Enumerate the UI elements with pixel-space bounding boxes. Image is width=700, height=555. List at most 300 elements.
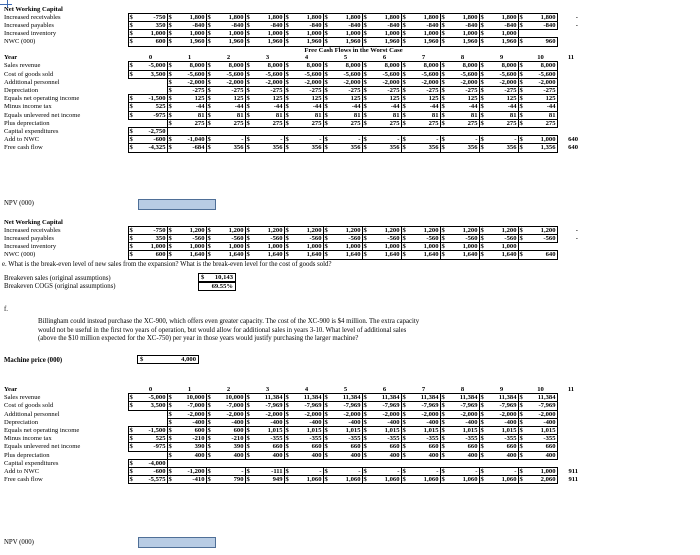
- value-cell[interactable]: 400: [329, 451, 362, 459]
- value-cell[interactable]: -111: [251, 468, 284, 476]
- value-cell[interactable]: 1,200: [290, 226, 323, 234]
- value-cell[interactable]: 3,500: [134, 402, 167, 410]
- value-cell[interactable]: -5,600: [446, 70, 479, 78]
- machine-price-value[interactable]: $ 4,000: [137, 355, 199, 364]
- value-cell[interactable]: [368, 128, 401, 136]
- value-cell[interactable]: 911: [568, 476, 578, 484]
- value-cell[interactable]: 275: [524, 119, 557, 127]
- value-cell[interactable]: -2,000: [524, 410, 557, 418]
- value-cell[interactable]: [563, 62, 579, 70]
- value-cell[interactable]: [251, 459, 284, 467]
- value-cell[interactable]: 660: [485, 443, 518, 451]
- value-cell[interactable]: 1,000: [173, 30, 206, 38]
- value-cell[interactable]: -5,600: [407, 70, 440, 78]
- value-cell[interactable]: -560: [212, 234, 245, 242]
- value-cell[interactable]: -210: [212, 435, 245, 443]
- value-cell[interactable]: 1,640: [407, 251, 440, 259]
- value-cell[interactable]: -355: [368, 435, 401, 443]
- value-cell[interactable]: [134, 119, 167, 127]
- value-cell[interactable]: -560: [290, 234, 323, 242]
- value-cell[interactable]: -2,000: [368, 78, 401, 86]
- value-cell[interactable]: 11,384: [485, 394, 518, 402]
- value-cell[interactable]: [563, 435, 579, 443]
- value-cell[interactable]: [446, 459, 479, 467]
- value-cell[interactable]: -: [446, 468, 479, 476]
- value-cell[interactable]: 8,000: [329, 62, 362, 70]
- value-cell[interactable]: [563, 427, 579, 435]
- value-cell[interactable]: -5,000: [134, 62, 167, 70]
- value-cell[interactable]: 11,384: [251, 394, 284, 402]
- value-cell[interactable]: 1,960: [212, 38, 245, 46]
- value-cell[interactable]: -2,000: [407, 78, 440, 86]
- value-cell[interactable]: 1,000: [446, 243, 479, 251]
- value-cell[interactable]: 1,800: [173, 13, 206, 21]
- value-cell[interactable]: [563, 70, 579, 78]
- value-cell[interactable]: 1,060: [407, 476, 440, 484]
- value-cell[interactable]: 10,000: [173, 394, 206, 402]
- value-cell[interactable]: 350: [134, 234, 167, 242]
- value-cell[interactable]: -: [485, 136, 518, 144]
- value-cell[interactable]: -2,000: [485, 410, 518, 418]
- value-cell[interactable]: 1,000: [407, 243, 440, 251]
- value-cell[interactable]: -: [575, 13, 578, 21]
- value-cell[interactable]: 400: [290, 451, 323, 459]
- value-cell[interactable]: -5,600: [173, 70, 206, 78]
- value-cell[interactable]: 81: [524, 111, 557, 119]
- value-cell[interactable]: -400: [212, 418, 245, 426]
- value-cell[interactable]: -2,000: [251, 78, 284, 86]
- value-cell[interactable]: [563, 418, 579, 426]
- value-cell[interactable]: 11,384: [290, 394, 323, 402]
- value-cell[interactable]: 356: [446, 144, 479, 152]
- value-cell[interactable]: [329, 128, 362, 136]
- value-cell[interactable]: -840: [524, 21, 557, 29]
- value-cell[interactable]: -840: [212, 21, 245, 29]
- value-cell[interactable]: 11,384: [524, 394, 557, 402]
- value-cell[interactable]: 911: [568, 468, 578, 476]
- value-cell[interactable]: -7,969: [446, 402, 479, 410]
- value-cell[interactable]: 1,960: [173, 38, 206, 46]
- value-cell[interactable]: [368, 459, 401, 467]
- value-cell[interactable]: 81: [212, 111, 245, 119]
- value-cell[interactable]: -5,600: [212, 70, 245, 78]
- value-cell[interactable]: 1,200: [251, 226, 284, 234]
- value-cell[interactable]: 1,200: [524, 226, 557, 234]
- value-cell[interactable]: -355: [446, 435, 479, 443]
- value-cell[interactable]: 1,000: [368, 30, 401, 38]
- value-cell[interactable]: 1,640: [368, 251, 401, 259]
- value-cell[interactable]: -2,000: [212, 410, 245, 418]
- value-cell[interactable]: -: [446, 136, 479, 144]
- value-cell[interactable]: 1,015: [446, 427, 479, 435]
- value-cell[interactable]: 1,000: [134, 243, 167, 251]
- value-cell[interactable]: 275: [251, 119, 284, 127]
- value-cell[interactable]: 1,000: [524, 468, 557, 476]
- value-cell[interactable]: -275: [290, 87, 323, 95]
- value-cell[interactable]: 525: [134, 103, 167, 111]
- value-cell[interactable]: [563, 459, 579, 467]
- value-cell[interactable]: -560: [368, 234, 401, 242]
- value-cell[interactable]: 1,000: [290, 243, 323, 251]
- value-cell[interactable]: -44: [329, 103, 362, 111]
- value-cell[interactable]: -400: [173, 418, 206, 426]
- value-cell[interactable]: -975: [134, 443, 167, 451]
- value-cell[interactable]: 600: [134, 38, 167, 46]
- value-cell[interactable]: 275: [173, 119, 206, 127]
- value-cell[interactable]: -275: [368, 87, 401, 95]
- value-cell[interactable]: 400: [446, 451, 479, 459]
- value-cell[interactable]: 1,000: [368, 243, 401, 251]
- value-cell[interactable]: -2,000: [446, 410, 479, 418]
- value-cell[interactable]: -5,600: [485, 70, 518, 78]
- value-cell[interactable]: 11,384: [329, 394, 362, 402]
- value-cell[interactable]: 1,640: [485, 251, 518, 259]
- value-cell[interactable]: -2,000: [251, 410, 284, 418]
- value-cell[interactable]: 640: [568, 144, 578, 152]
- value-cell[interactable]: 400: [251, 451, 284, 459]
- value-cell[interactable]: -5,000: [134, 394, 167, 402]
- value-cell[interactable]: 1,960: [407, 38, 440, 46]
- value-cell[interactable]: -400: [290, 418, 323, 426]
- value-cell[interactable]: 400: [368, 451, 401, 459]
- value-cell[interactable]: -400: [368, 418, 401, 426]
- value-cell[interactable]: 1,000: [251, 243, 284, 251]
- value-cell[interactable]: [212, 459, 245, 467]
- value-cell[interactable]: 1,960: [329, 38, 362, 46]
- value-cell[interactable]: -7,969: [329, 402, 362, 410]
- value-cell[interactable]: -600: [134, 136, 167, 144]
- value-cell[interactable]: -2,000: [485, 78, 518, 86]
- value-cell[interactable]: 1,000: [329, 243, 362, 251]
- value-cell[interactable]: 356: [212, 144, 245, 152]
- value-cell[interactable]: [173, 128, 206, 136]
- value-cell[interactable]: [563, 402, 579, 410]
- breakeven-sales-value[interactable]: $ 10,143: [198, 273, 236, 282]
- value-cell[interactable]: 81: [251, 111, 284, 119]
- value-cell[interactable]: -7,000: [173, 402, 206, 410]
- value-cell[interactable]: [134, 78, 167, 86]
- value-cell[interactable]: -840: [329, 21, 362, 29]
- value-cell[interactable]: 1,200: [407, 226, 440, 234]
- value-cell[interactable]: -2,750: [134, 128, 167, 136]
- value-cell[interactable]: [563, 251, 579, 259]
- value-cell[interactable]: -1,040: [173, 136, 206, 144]
- value-cell[interactable]: -44: [485, 103, 518, 111]
- value-cell[interactable]: 1,000: [485, 243, 518, 251]
- value-cell[interactable]: 1,800: [407, 13, 440, 21]
- value-cell[interactable]: -2,000: [173, 78, 206, 86]
- value-cell[interactable]: [563, 410, 579, 418]
- value-cell[interactable]: 1,000: [329, 30, 362, 38]
- value-cell[interactable]: [485, 128, 518, 136]
- value-cell[interactable]: -560: [173, 234, 206, 242]
- value-cell[interactable]: -4,000: [134, 459, 167, 467]
- value-cell[interactable]: 400: [407, 451, 440, 459]
- value-cell[interactable]: [524, 30, 557, 38]
- value-cell[interactable]: 125: [173, 95, 206, 103]
- value-cell[interactable]: -560: [485, 234, 518, 242]
- value-cell[interactable]: -5,600: [368, 70, 401, 78]
- value-cell[interactable]: -840: [368, 21, 401, 29]
- value-cell[interactable]: -840: [446, 21, 479, 29]
- value-cell[interactable]: 660: [446, 443, 479, 451]
- value-cell[interactable]: 356: [368, 144, 401, 152]
- value-cell[interactable]: 275: [212, 119, 245, 127]
- value-cell[interactable]: -210: [173, 435, 206, 443]
- value-cell[interactable]: 356: [485, 144, 518, 152]
- value-cell[interactable]: -560: [329, 234, 362, 242]
- value-cell[interactable]: 125: [524, 95, 557, 103]
- value-cell[interactable]: 660: [407, 443, 440, 451]
- value-cell[interactable]: 1,200: [485, 226, 518, 234]
- value-cell[interactable]: 1,800: [446, 13, 479, 21]
- value-cell[interactable]: -7,969: [524, 402, 557, 410]
- value-cell[interactable]: 2,060: [524, 476, 557, 484]
- value-cell[interactable]: 1,640: [446, 251, 479, 259]
- value-cell[interactable]: -275: [485, 87, 518, 95]
- value-cell[interactable]: 400: [524, 451, 557, 459]
- value-cell[interactable]: [134, 87, 167, 95]
- value-cell[interactable]: 1,000: [524, 136, 557, 144]
- value-cell[interactable]: -400: [329, 418, 362, 426]
- value-cell[interactable]: 1,060: [368, 476, 401, 484]
- value-cell[interactable]: -275: [251, 87, 284, 95]
- value-cell[interactable]: -355: [251, 435, 284, 443]
- value-cell[interactable]: 81: [407, 111, 440, 119]
- value-cell[interactable]: 8,000: [251, 62, 284, 70]
- value-cell[interactable]: -560: [446, 234, 479, 242]
- value-cell[interactable]: -: [329, 136, 362, 144]
- value-cell[interactable]: 400: [485, 451, 518, 459]
- value-cell[interactable]: [563, 394, 579, 402]
- value-cell[interactable]: 1,640: [329, 251, 362, 259]
- value-cell[interactable]: [329, 459, 362, 467]
- value-cell[interactable]: -: [407, 468, 440, 476]
- value-cell[interactable]: -: [368, 136, 401, 144]
- value-cell[interactable]: 390: [173, 443, 206, 451]
- value-cell[interactable]: -: [485, 468, 518, 476]
- value-cell[interactable]: -2,000: [290, 78, 323, 86]
- value-cell[interactable]: [563, 451, 579, 459]
- value-cell[interactable]: [290, 459, 323, 467]
- value-cell[interactable]: -355: [329, 435, 362, 443]
- value-cell[interactable]: -840: [251, 21, 284, 29]
- value-cell[interactable]: -: [290, 468, 323, 476]
- value-cell[interactable]: 81: [368, 111, 401, 119]
- value-cell[interactable]: 275: [485, 119, 518, 127]
- value-cell[interactable]: 1,000: [446, 30, 479, 38]
- value-cell[interactable]: 125: [329, 95, 362, 103]
- value-cell[interactable]: 640: [524, 251, 557, 259]
- value-cell[interactable]: [290, 128, 323, 136]
- value-cell[interactable]: -5,600: [329, 70, 362, 78]
- value-cell[interactable]: 1,000: [134, 30, 167, 38]
- value-cell[interactable]: 275: [329, 119, 362, 127]
- value-cell[interactable]: 1,000: [251, 30, 284, 38]
- value-cell[interactable]: 1,060: [329, 476, 362, 484]
- value-cell[interactable]: 1,000: [212, 243, 245, 251]
- value-cell[interactable]: 660: [368, 443, 401, 451]
- value-cell[interactable]: 356: [329, 144, 362, 152]
- value-cell[interactable]: 1,000: [485, 30, 518, 38]
- value-cell[interactable]: 1,000: [290, 30, 323, 38]
- value-cell[interactable]: -750: [134, 13, 167, 21]
- value-cell[interactable]: 525: [134, 435, 167, 443]
- value-cell[interactable]: 1,015: [407, 427, 440, 435]
- value-cell[interactable]: -355: [524, 435, 557, 443]
- value-cell[interactable]: -560: [251, 234, 284, 242]
- value-cell[interactable]: -840: [407, 21, 440, 29]
- value-cell[interactable]: -400: [485, 418, 518, 426]
- value-cell[interactable]: 10,000: [212, 394, 245, 402]
- value-cell[interactable]: [524, 459, 557, 467]
- value-cell[interactable]: -5,600: [290, 70, 323, 78]
- value-cell[interactable]: [563, 78, 579, 86]
- value-cell[interactable]: -355: [290, 435, 323, 443]
- value-cell[interactable]: -1,500: [134, 95, 167, 103]
- value-cell[interactable]: 1,800: [212, 13, 245, 21]
- value-cell[interactable]: -600: [134, 468, 167, 476]
- value-cell[interactable]: -355: [485, 435, 518, 443]
- value-cell[interactable]: 640: [568, 136, 578, 144]
- value-cell[interactable]: 1,800: [329, 13, 362, 21]
- value-cell[interactable]: -560: [407, 234, 440, 242]
- value-cell[interactable]: -840: [173, 21, 206, 29]
- value-cell[interactable]: -2,000: [446, 78, 479, 86]
- value-cell[interactable]: -7,969: [407, 402, 440, 410]
- value-cell[interactable]: 275: [290, 119, 323, 127]
- value-cell[interactable]: 11,384: [407, 394, 440, 402]
- value-cell[interactable]: -975: [134, 111, 167, 119]
- value-cell[interactable]: 1,200: [329, 226, 362, 234]
- value-cell[interactable]: -560: [524, 234, 557, 242]
- value-cell[interactable]: -400: [251, 418, 284, 426]
- value-cell[interactable]: 1,060: [446, 476, 479, 484]
- value-cell[interactable]: 1,800: [524, 13, 557, 21]
- value-cell[interactable]: [563, 103, 579, 111]
- value-cell[interactable]: 125: [368, 95, 401, 103]
- value-cell[interactable]: 600: [173, 427, 206, 435]
- value-cell[interactable]: 949: [251, 476, 284, 484]
- value-cell[interactable]: 1,015: [524, 427, 557, 435]
- value-cell[interactable]: -2,000: [329, 410, 362, 418]
- value-cell[interactable]: 275: [407, 119, 440, 127]
- value-cell[interactable]: 125: [485, 95, 518, 103]
- value-cell[interactable]: 1,200: [173, 226, 206, 234]
- value-cell[interactable]: 8,000: [407, 62, 440, 70]
- value-cell[interactable]: 125: [290, 95, 323, 103]
- value-cell[interactable]: 125: [251, 95, 284, 103]
- value-cell[interactable]: [134, 451, 167, 459]
- value-cell[interactable]: 356: [251, 144, 284, 152]
- value-cell[interactable]: 8,000: [446, 62, 479, 70]
- value-cell[interactable]: 1,640: [290, 251, 323, 259]
- value-cell[interactable]: 1,000: [212, 30, 245, 38]
- value-cell[interactable]: 8,000: [212, 62, 245, 70]
- value-cell[interactable]: -2,000: [407, 410, 440, 418]
- value-cell[interactable]: 125: [212, 95, 245, 103]
- value-cell[interactable]: 8,000: [485, 62, 518, 70]
- value-cell[interactable]: 275: [368, 119, 401, 127]
- value-cell[interactable]: [251, 128, 284, 136]
- value-cell[interactable]: -275: [524, 87, 557, 95]
- value-cell[interactable]: 1,060: [485, 476, 518, 484]
- value-cell[interactable]: 81: [446, 111, 479, 119]
- value-cell[interactable]: 1,000: [407, 30, 440, 38]
- value-cell[interactable]: 1,200: [446, 226, 479, 234]
- value-cell[interactable]: -44: [407, 103, 440, 111]
- value-cell[interactable]: [563, 119, 579, 127]
- value-cell[interactable]: 275: [446, 119, 479, 127]
- value-cell[interactable]: -5,575: [134, 476, 167, 484]
- value-cell[interactable]: -410: [173, 476, 206, 484]
- value-cell[interactable]: 1,960: [290, 38, 323, 46]
- value-cell[interactable]: -750: [134, 226, 167, 234]
- value-cell[interactable]: 1,640: [173, 251, 206, 259]
- value-cell[interactable]: [524, 243, 557, 251]
- value-cell[interactable]: -2,000: [173, 410, 206, 418]
- value-cell[interactable]: -44: [173, 103, 206, 111]
- value-cell[interactable]: 960: [524, 38, 557, 46]
- value-cell[interactable]: 1,015: [368, 427, 401, 435]
- value-cell[interactable]: 8,000: [368, 62, 401, 70]
- value-cell[interactable]: 660: [290, 443, 323, 451]
- value-cell[interactable]: -5,600: [524, 70, 557, 78]
- value-cell[interactable]: [563, 38, 579, 46]
- value-cell[interactable]: [407, 128, 440, 136]
- value-cell[interactable]: 660: [524, 443, 557, 451]
- value-cell[interactable]: -44: [212, 103, 245, 111]
- value-cell[interactable]: -2,000: [329, 78, 362, 86]
- value-cell[interactable]: -44: [290, 103, 323, 111]
- value-cell[interactable]: -355: [407, 435, 440, 443]
- value-cell[interactable]: [173, 459, 206, 467]
- value-cell[interactable]: -: [329, 468, 362, 476]
- value-cell[interactable]: 1,015: [290, 427, 323, 435]
- value-cell[interactable]: -7,969: [290, 402, 323, 410]
- value-cell[interactable]: 81: [329, 111, 362, 119]
- value-cell[interactable]: 790: [212, 476, 245, 484]
- value-cell[interactable]: -275: [329, 87, 362, 95]
- value-cell[interactable]: [563, 128, 579, 136]
- value-cell[interactable]: 8,000: [524, 62, 557, 70]
- value-cell[interactable]: 81: [290, 111, 323, 119]
- value-cell[interactable]: 8,000: [173, 62, 206, 70]
- value-cell[interactable]: [563, 87, 579, 95]
- value-cell[interactable]: -7,969: [485, 402, 518, 410]
- value-cell[interactable]: 1,960: [368, 38, 401, 46]
- value-cell[interactable]: -: [368, 468, 401, 476]
- value-cell[interactable]: -: [575, 21, 578, 29]
- value-cell[interactable]: -275: [446, 87, 479, 95]
- value-cell[interactable]: -400: [524, 418, 557, 426]
- value-cell[interactable]: -1,500: [134, 427, 167, 435]
- value-cell[interactable]: -: [575, 226, 578, 234]
- value-cell[interactable]: -: [212, 468, 245, 476]
- value-cell[interactable]: [563, 95, 579, 103]
- value-cell[interactable]: -275: [173, 87, 206, 95]
- value-cell[interactable]: 1,060: [290, 476, 323, 484]
- value-cell[interactable]: 1,960: [485, 38, 518, 46]
- value-cell[interactable]: 400: [173, 451, 206, 459]
- value-cell[interactable]: -5,600: [251, 70, 284, 78]
- value-cell[interactable]: 1,200: [212, 226, 245, 234]
- value-cell[interactable]: -4,325: [134, 144, 167, 152]
- value-cell[interactable]: 81: [485, 111, 518, 119]
- value-cell[interactable]: -275: [407, 87, 440, 95]
- value-cell[interactable]: -400: [446, 418, 479, 426]
- value-cell[interactable]: 3,500: [134, 70, 167, 78]
